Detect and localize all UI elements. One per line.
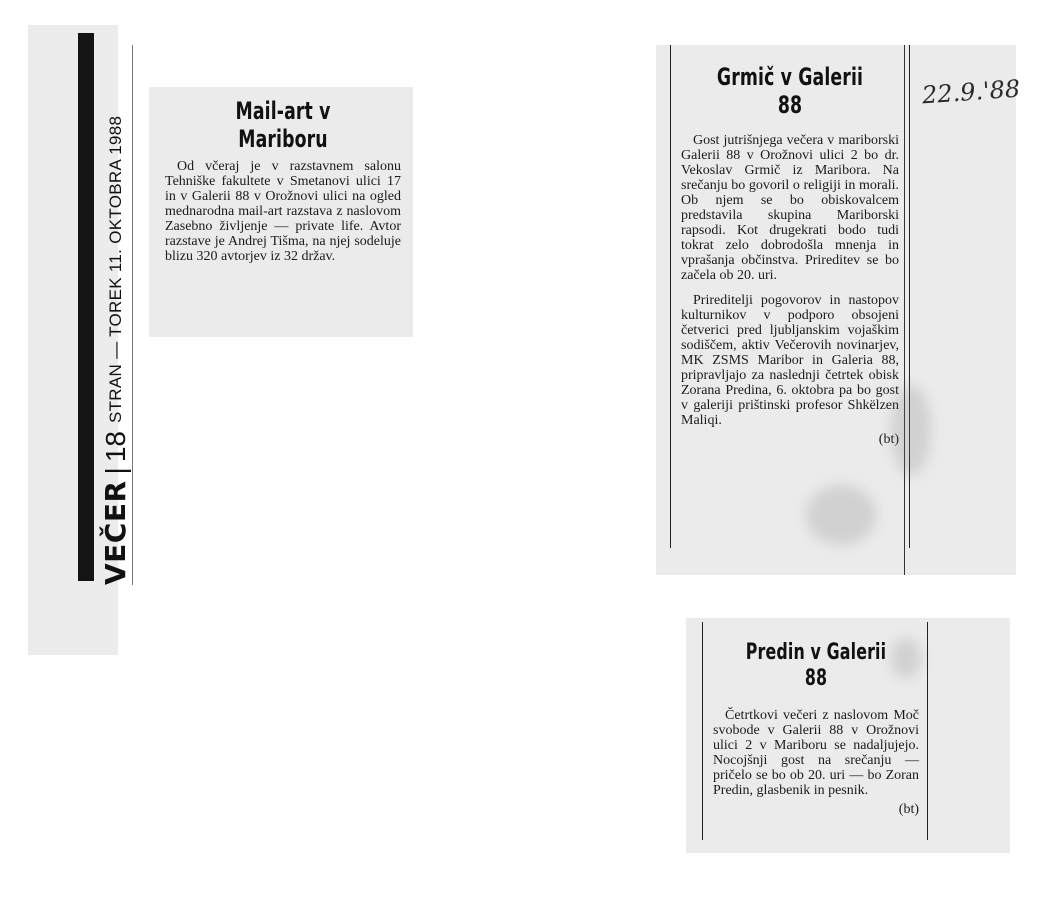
- clipping-predin: [686, 618, 1010, 853]
- masthead-black-bar: [78, 33, 94, 581]
- handwritten-date: 22.9.'88: [921, 74, 1022, 110]
- article-title: [198, 97, 368, 153]
- article-title: Predin v Galerii 88: [745, 640, 887, 691]
- page-number: 18: [99, 431, 131, 463]
- clipping-mail-art: [149, 87, 413, 337]
- masthead-text: [99, 45, 132, 585]
- masthead-separator: |: [99, 467, 131, 475]
- article-paragraph-2: Prireditelji pogovorov in nastopov kulturnikov v podporo obsojeni četverici pred ljubljanskim vojaškim sodiščem, aktiv Večerovih novinarjev, MK ZSMS Maribor in Galeria 88, pripravljajo za naslednji četrtek obisk Zorana Predina, 6. oktobra pa bo gost v galeriji prištinski profesor Shkëlzen Maliqi.: [681, 293, 899, 428]
- author-signature: (bt): [898, 802, 919, 817]
- article-body: Od včeraj je v razstavnem salonu Tehniške fakultete v Smetanovi ulici 17 in v Galerii 88 v Orožnovi ulici na ogled mednarodna mail-art razstava z naslovom Zasebno življenje — private life. Avtor razstave je Andrej Tišma, na njej sodeluje blizu 320 avtorjev iz 32 držav.: [165, 159, 401, 264]
- author-signature: (bt): [878, 432, 899, 447]
- article-body: Četrtkovi večeri z naslovom Moč svobode v Galerii 88 v Orožnovi ulici 2 v Mariboru se nadaljujejo. Nocojšnji gost na srečanju — pričelo se bo ob 20. uri — bo Zoran Predin, glasbenik in pesnik.: [713, 708, 919, 798]
- title-line-1: Mail-art v: [235, 97, 331, 125]
- ink-smudge: [806, 485, 876, 545]
- masthead-strip: [28, 25, 132, 655]
- ink-smudge: [891, 638, 921, 678]
- title-line-2: Mariboru: [238, 125, 328, 153]
- column-rule: [904, 45, 905, 575]
- article-paragraph-1: Gost jutrišnjega večera v mariborski Galerii 88 v Orožnovi ulici 2 bo dr. Vekoslav Grmič iz Maribora. Na srečanju bo govoril o religiji in morali. Ob njem se bo obiskovalcem predstavila skupina Mariborski rapsodi. Kot drugekrati bodo tudi tokrat zelo dobrodošla mnenja in vprašanja občinstva. Prireditev se bo začela ob 20. uri.: [681, 133, 899, 283]
- article-title: Grmič v Galerii 88: [716, 63, 864, 119]
- ink-smudge: [891, 385, 931, 475]
- newspaper-name: VEČER: [99, 480, 132, 585]
- masthead-date-line: STRAN — TOREK 11. OKTOBRA 1988: [105, 115, 125, 424]
- clipping-grmic: [656, 45, 1016, 575]
- masthead-rule: [132, 45, 133, 585]
- article-column: [670, 45, 910, 548]
